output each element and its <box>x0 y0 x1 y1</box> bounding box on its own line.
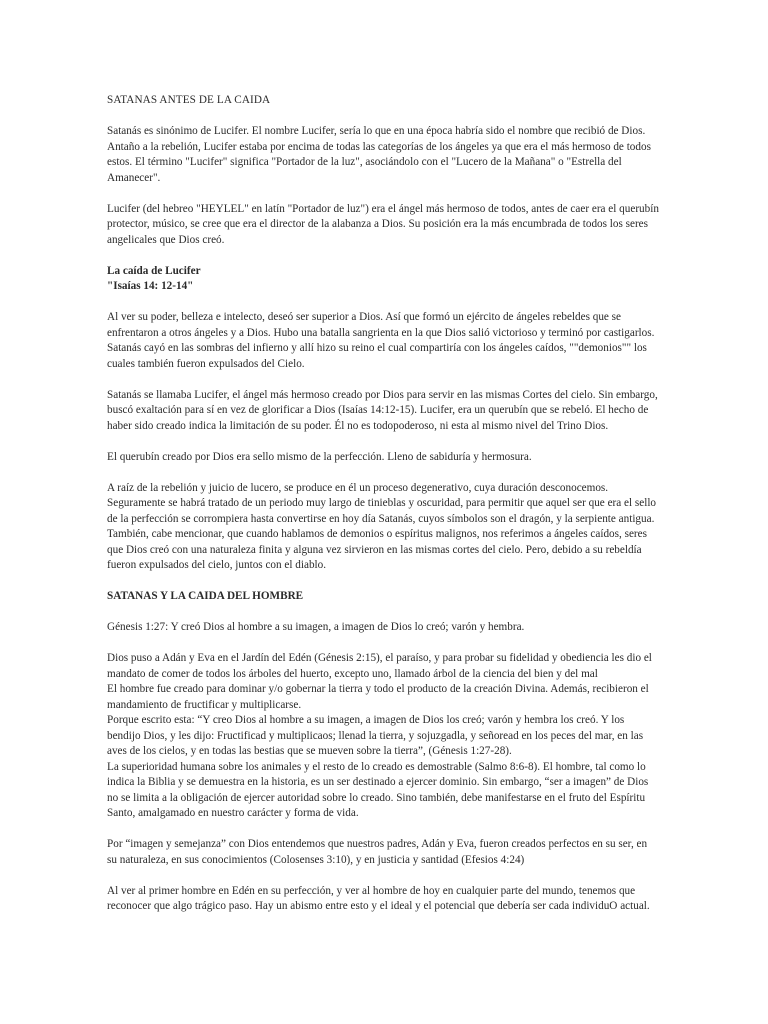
paragraph-line: Al ver su poder, belleza e intelecto, deseó ser superior a Dios. Así que formó un ejército de ángeles rebeldes que se enfrentaron a otros ángeles y a Dios. Hubo una batalla sangrienta en la que Dios salió victorioso y terminó por castigarlos. <box>107 311 655 339</box>
paragraph-genesis-verse: Génesis 1:27: Y creó Dios al hombre a su imagen, a imagen de Dios lo creó; varón y hembra. <box>107 621 525 633</box>
paragraph-line: Porque escrito esta: “Y creo Dios al hombre a su imagen, a imagen de Dios los creó; varón y hembra los creó. Y los bendijo Dios, y les dijo: Fructificad y multiplicaos; llenad la tierra, y sojuzgadla, y señoread en los peces del mar, en las aves de los cielos, y en todas las bestias que se mueven sobre la tierra”, (Génesis 1:27-28). <box>107 714 644 757</box>
paragraph-eden <box>107 651 659 822</box>
paragraph-querubin: El querubín creado por Dios era sello mismo de la perfección. Lleno de sabiduría y hermosura. <box>107 450 532 463</box>
paragraph-line: A raíz de la rebelión y juicio de lucero, se produce en él un proceso degenerativo, cuya duración desconocemos. Seguramente se habrá tratado de un periodo muy largo de tinieblas y oscuridad, para permitir que aquel ser que era el sello de la perfección se corrompiera hasta convertirse en hoy día Satanás, cuyos símbolos son el dragón, y la serpiente antigua. <box>107 481 657 525</box>
document-page <box>107 93 659 930</box>
section-heading-caida-lucifer <box>107 264 659 295</box>
paragraph-line: Satanás cayó en las sombras del infierno y allí hizo su reino el cual compartiría con los ángeles caídos, ""demonios"" los cuales también fueron expulsados del Cielo. <box>107 342 647 370</box>
document-title: SATANAS ANTES DE LA CAIDA <box>107 94 271 106</box>
section-heading-reference: "Isaías 14: 12-14" <box>107 280 194 292</box>
paragraph-imagen-semejanza: Por “imagen y semejanza” con Dios entendemos que nuestros padres, Adán y Eva, fueron creados perfectos en su ser, en su naturaleza, en sus conocimientos (Colosenses 3:10), y en justicia y santidad (Efesios 4:24) <box>107 838 648 866</box>
section-heading-title: La caída de Lucifer <box>107 264 201 277</box>
intro-paragraph-1: Satanás es sinónimo de Lucifer. El nombre Lucifer, sería lo que en una época habría sido el nombre que recibió de Dios. Antaño a la rebelión, Lucifer estaba por encima de todas las categorías de los ángeles ya que era el más hermoso de todos estos. El término "Lucifer" significa "Portador de la luz", asociándolo con el "Lucero de la Mañana" o "Estrella del Amanecer". <box>107 125 651 184</box>
paragraph-line: También, cabe mencionar, que cuando hablamos de demonios o espíritus malignos, nos referimos a ángeles caídos, seres que Dios creó con una naturaleza finita y alguna vez sirvieron en las mismas cortes del cielo. Pero, debido a su rebeldía fueron expulsados del cielo, juntos con el diablo. <box>107 528 647 571</box>
paragraph-batalla <box>107 310 659 372</box>
intro-paragraph-2: Lucifer (del hebreo "HEYLEL" en latín "Portador de luz") era el ángel más hermoso de todos, antes de caer era el querubín protector, músico, se cree que era el director de la alabanza a Dios. Su posición era la más encumbrada de todos los seres angelicales que Dios creó. <box>107 202 659 246</box>
paragraph-primer-hombre: Al ver al primer hombre en Edén en su perfección, y ver al hombre de hoy en cualquier parte del mundo, tenemos que reconocer que algo trágico paso. Hay un abismo entre esto y el ideal y el potencial que debería ser cada individuO actual. <box>107 884 650 912</box>
paragraph-rebelion <box>107 481 659 574</box>
paragraph-line: Dios puso a Adán y Eva en el Jardín del Edén (Génesis 2:15), el paraíso, y para probar su fidelidad y obediencia les dio el mandato de comer de todos los árboles del huerto, excepto uno, llamado árbol de la ciencia del bien y del mal <box>107 652 652 680</box>
section-heading-caida-hombre: SATANAS Y LA CAIDA DEL HOMBRE <box>107 590 304 602</box>
paragraph-line: El hombre fue creado para dominar y/o gobernar la tierra y todo el producto de la creación Divina. Además, recibieron el mandamiento de fructificar y multiplicarse. <box>107 683 649 711</box>
paragraph-line: La superioridad humana sobre los animales y el resto de lo creado es demostrable (Salmo 8:6-8). El hombre, tal como lo indica la Biblia y se demuestra en la historia, es un ser destinado a ejercer dominio. Sin embargo, “ser a imagen” de Dios no se limita a la obligación de ejercer autoridad sobre lo creado. Sino también, debe manifestarse en el fruto del Espíritu Santo, amalgamado en nuestro carácter y forma de vida. <box>107 760 649 819</box>
paragraph-satanas-lucifer: Satanás se llamaba Lucifer, el ángel más hermoso creado por Dios para servir en las mismas Cortes del cielo. Sin embargo, buscó exaltación para sí en vez de glorificar a Dios (Isaías 14:12-15). Lucifer, era un querubín que se rebeló. El hecho de haber sido creado indica la limitación de su poder. Él no es todopoderoso, ni esta al mismo nivel del Trino Dios. <box>107 388 658 432</box>
